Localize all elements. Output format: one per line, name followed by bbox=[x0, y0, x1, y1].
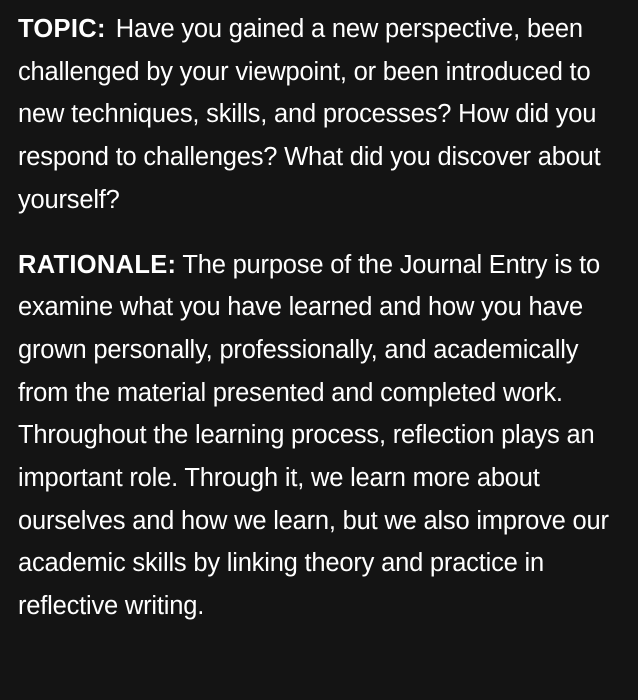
rationale-paragraph bbox=[18, 244, 628, 628]
topic-text: Have you gained a new perspective, been challenged by your viewpoint, or been introduced to new techniques, skills, and processes? How did you respond to challenges? What did you discover about yourself? bbox=[18, 15, 601, 214]
rationale-text: The purpose of the Journal Entry is to examine what you have learned and how you have grown personally, professionally, and academically from the material presented and completed work. Throughout the learning process, reflection plays an important role. Through it, we learn more about ourselves and how we learn, but we also improve our academic skills by linking theory and practice in reflective writing. bbox=[18, 250, 609, 621]
topic-label: TOPIC: bbox=[18, 15, 106, 43]
rationale-label: RATIONALE: bbox=[18, 250, 177, 279]
journal-entry-prompt bbox=[18, 8, 628, 628]
topic-paragraph bbox=[18, 8, 628, 222]
